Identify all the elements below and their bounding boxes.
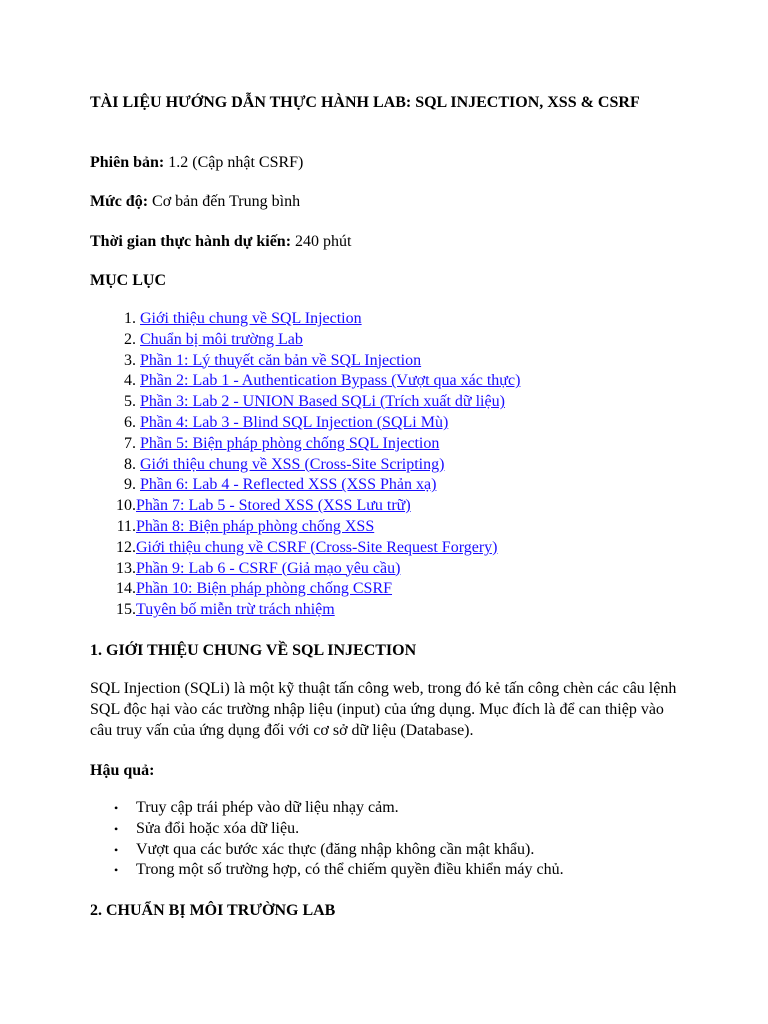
toc-item: [90, 600, 520, 621]
toc-item-number: 13.: [116, 559, 136, 577]
toc-link-part-9[interactable]: Phần 9: Lab 6 - CSRF (Giả mạo yêu cầu): [136, 559, 401, 577]
toc-item-number: 1.: [124, 310, 136, 327]
toc-item: [90, 538, 520, 559]
toc-link-part-10[interactable]: Phần 10: Biện pháp phòng chống CSRF: [136, 580, 393, 598]
bullet-icon: •: [114, 801, 119, 815]
section-1-heading: 1. GIỚI THIỆU CHUNG VỀ SQL INJECTION: [90, 642, 417, 659]
toc-item-number: 12.: [116, 538, 136, 556]
toc-item-number: 2.: [124, 330, 136, 348]
toc-link-part-5[interactable]: Phần 5: Biện pháp phòng chống SQL Injection: [140, 434, 440, 452]
list-item-text: Truy cập trái phép vào dữ liệu nhạy cảm.: [136, 799, 399, 816]
toc-link-part-7[interactable]: Phần 7: Lab 5 - Stored XSS (XSS Lưu trữ): [136, 497, 411, 515]
toc-item: [90, 517, 520, 538]
duration-label: Thời gian thực hành dự kiến:: [90, 233, 292, 250]
toc-link-part-6[interactable]: Phần 6: Lab 4 - Reflected XSS (XSS Phản xạ): [140, 476, 437, 494]
toc-item-number: 6.: [124, 413, 136, 431]
toc-item-number: 9.: [124, 476, 136, 494]
toc-link-part-1[interactable]: Phần 1: Lý thuyết căn bản về SQL Injection: [140, 351, 422, 369]
document-title: TÀI LIỆU HƯỚNG DẪN THỰC HÀNH LAB: SQL INJECTION, XSS & CSRF: [90, 94, 640, 111]
list-item-text: Vượt qua các bước xác thực (đăng nhập không cần mật khẩu).: [136, 840, 535, 858]
toc-item: [90, 351, 520, 372]
toc-item-number: 8.: [124, 455, 136, 473]
bullet-icon: •: [114, 821, 119, 836]
list-item-text: Trong một số trường hợp, có thể chiếm quyền điều khiển máy chủ.: [136, 861, 564, 879]
bullet-icon: •: [114, 863, 119, 878]
version-line: [90, 152, 303, 174]
toc-link-sql-intro[interactable]: Giới thiệu chung về SQL Injection: [140, 310, 362, 327]
toc-item-number: 15.: [116, 601, 136, 619]
consequences-heading: Hậu quả:: [90, 762, 155, 779]
toc-item-number: 11.: [116, 517, 136, 535]
toc-item: [90, 455, 520, 476]
toc-item-number: 7.: [124, 434, 136, 452]
table-of-contents: [90, 309, 520, 621]
section-2-heading: 2. CHUẨN BỊ MÔI TRƯỜNG LAB: [90, 902, 336, 919]
toc-item: [90, 371, 520, 392]
toc-item: [90, 579, 520, 600]
version-value: 1.2 (Cập nhật CSRF): [164, 154, 304, 171]
list-item: [90, 798, 564, 819]
toc-link-part-4[interactable]: Phần 4: Lab 3 - Blind SQL Injection (SQLi Mù): [140, 413, 449, 431]
toc-item: [90, 475, 520, 496]
level-line: [90, 191, 300, 213]
consequences-list: [90, 798, 564, 881]
toc-item: [90, 559, 520, 580]
list-item: [90, 819, 564, 840]
list-item-text: Sửa đổi hoặc xóa dữ liệu.: [136, 819, 300, 837]
toc-item: [90, 392, 520, 413]
level-label: Mức độ:: [90, 193, 149, 210]
toc-item-number: 3.: [124, 351, 136, 369]
duration-value: 240 phút: [291, 233, 352, 250]
toc-link-xss-intro[interactable]: Giới thiệu chung về XSS (Cross-Site Scripting): [140, 455, 445, 473]
toc-link-part-3[interactable]: Phần 3: Lab 2 - UNION Based SQLi (Trích xuất dữ liệu): [140, 393, 505, 411]
toc-item-number: 10.: [116, 497, 136, 515]
level-value: Cơ bản đến Trung bình: [148, 193, 301, 210]
toc-item-number: 5.: [124, 393, 136, 411]
version-label: Phiên bản:: [90, 154, 165, 171]
toc-item: [90, 413, 520, 434]
toc-item-number: 4.: [124, 372, 136, 390]
toc-item: [90, 309, 520, 330]
toc-link-lab-setup[interactable]: Chuẩn bị môi trường Lab: [140, 330, 303, 348]
toc-item: [90, 496, 520, 517]
toc-link-csrf-intro[interactable]: Giới thiệu chung về CSRF (Cross-Site Request Forgery): [136, 538, 498, 556]
bullet-icon: •: [114, 842, 119, 857]
list-item: [90, 860, 564, 881]
list-item: [90, 840, 564, 861]
duration-line: [90, 231, 351, 253]
toc-item-number: 14.: [116, 580, 136, 598]
toc-link-part-2[interactable]: Phần 2: Lab 1 - Authentication Bypass (Vượt qua xác thực): [140, 372, 521, 390]
toc-heading: MỤC LỤC: [90, 272, 166, 289]
toc-item: [90, 434, 520, 455]
toc-link-disclaimer[interactable]: Tuyên bố miễn trừ trách nhiệm: [136, 601, 335, 619]
section-1-paragraph: SQL Injection (SQLi) là một kỹ thuật tấn công web, trong đó kẻ tấn công chèn các câu lệnh SQL độc hại vào các trường nhập liệu (input) của ứng dụng. Mục đích là để can thiệp vào câu truy vấn của ứng dụng đối với cơ sở dữ liệu (Database).: [90, 680, 677, 739]
toc-item: [90, 330, 520, 351]
toc-link-part-8[interactable]: Phần 8: Biện pháp phòng chống XSS: [136, 517, 375, 535]
